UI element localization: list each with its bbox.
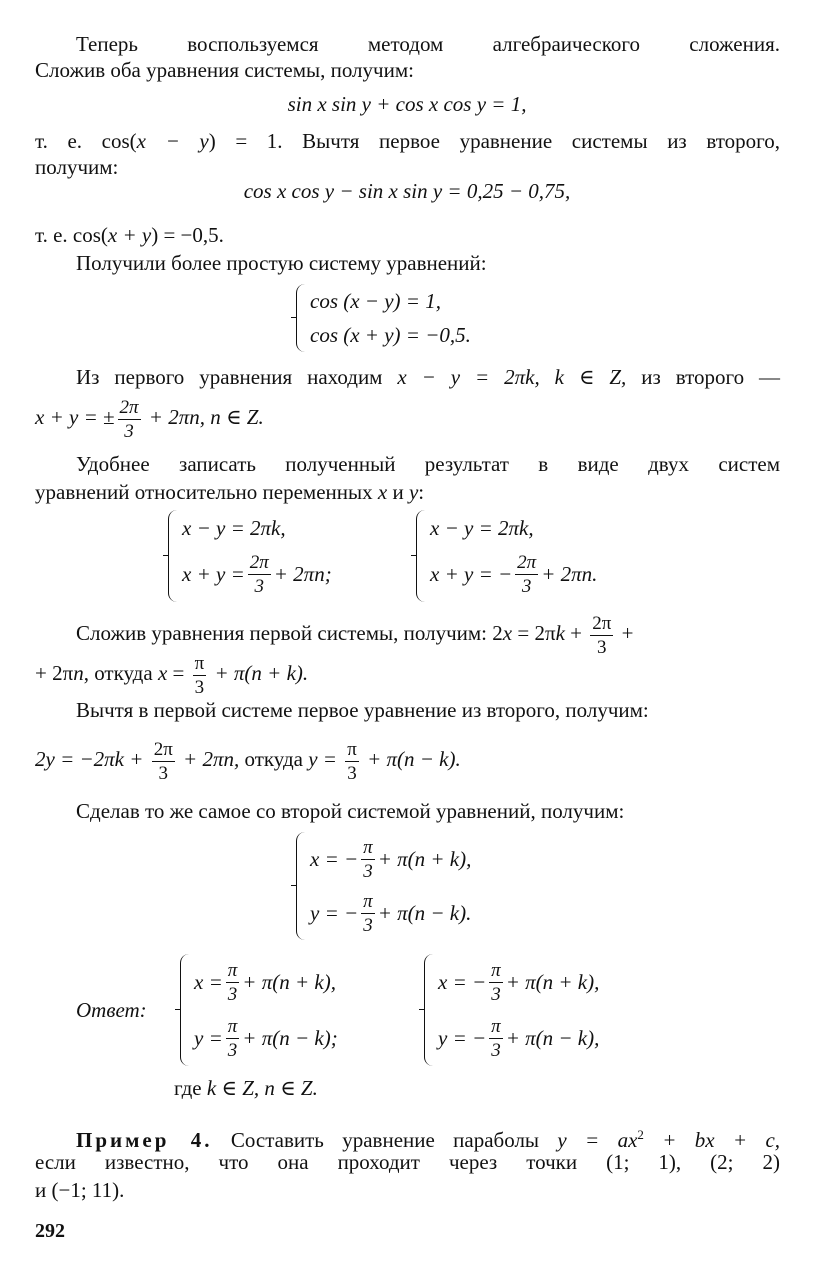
- left-brace: [180, 954, 190, 1066]
- left-brace: [168, 510, 178, 602]
- system-row: x = − $\frac{\pi}{3}$ + π(n + k),: [310, 836, 472, 882]
- equation-sum: sin x sin y + cos x cos y = 1,: [287, 92, 527, 116]
- left-brace: [416, 510, 426, 602]
- paragraph-line: если известно, что она проходит через точки (1; 1), (2; 2): [35, 1150, 780, 1174]
- system-row: y = − $\frac{\pi}{3}$ + π(n − k).: [310, 890, 472, 936]
- paragraph-line: Из первого уравнения находим x − y = 2πk, k ∈ Z, из второго —: [76, 365, 781, 389]
- paragraph-line: т. е. cos(x − y) = 1. Вычтя первое уравнение системы из второго,: [35, 129, 780, 153]
- example-label: Пример 4.: [76, 1128, 213, 1152]
- system-row: cos (x + y) = −0,5.: [310, 322, 471, 347]
- answer-system-first: [180, 954, 338, 1066]
- answer-label: Ответ:: [76, 998, 147, 1022]
- paragraph-line: Удобнее записать полученный результат в виде двух систем: [76, 452, 780, 476]
- page-number: 292: [35, 1220, 65, 1242]
- system-cos: [296, 284, 471, 352]
- system-result: [296, 832, 471, 940]
- equation-line: 2y = −2πk + $\frac{2\pi}{3}$ + 2πn, откуда y = $\frac{\pi}{3}$ + π(n − k).: [35, 738, 461, 784]
- equation-difference: cos x cos y − sin x sin y = 0,25 − 0,75,: [243, 179, 571, 203]
- left-brace: [296, 284, 306, 352]
- answer-system-second: [424, 954, 599, 1066]
- paragraph-line: Теперь воспользуемся методом алгебраического сложения.: [76, 32, 780, 56]
- paragraph-line: Сложив уравнения первой системы, получим: 2x = 2πk + $\frac{2\pi}{3}$ +: [76, 612, 634, 658]
- system-row: x − y = 2πk,: [430, 516, 534, 540]
- example-heading-line: Пример 4. Составить уравнение параболы $y = ax^2$ + bx + c,: [76, 1127, 781, 1152]
- paragraph-line: Получили более простую систему уравнений:: [76, 251, 487, 275]
- paragraph-line: получим:: [35, 155, 119, 179]
- paragraph-line: и (−1; 11).: [35, 1178, 125, 1202]
- system-row: y = $\frac{\pi}{3}$ + π(n − k);: [194, 1015, 338, 1061]
- answer-condition: где k ∈ Z, n ∈ Z.: [174, 1076, 318, 1100]
- system-first: [168, 510, 332, 602]
- left-brace: [424, 954, 434, 1066]
- system-row: x + y = $\frac{2\pi}{3}$ + 2πn;: [182, 552, 332, 597]
- paragraph-line: Сделав то же самое со второй системой уравнений, получим:: [76, 799, 625, 823]
- paragraph-line: + 2πn, откуда x = $\frac{\pi}{3}$ + π(n + k).: [35, 652, 309, 698]
- system-row: y = − $\frac{\pi}{3}$ + π(n − k),: [438, 1015, 600, 1061]
- system-row: x = − $\frac{\pi}{3}$ + π(n + k),: [438, 959, 600, 1005]
- system-row: x + y = − $\frac{2\pi}{3}$ + 2πn.: [430, 552, 598, 597]
- paragraph-line: т. е. cos(x + y) = −0,5.: [35, 223, 224, 247]
- system-row: x = $\frac{\pi}{3}$ + π(n + k),: [194, 959, 336, 1005]
- equation-line: x + y = ± $\frac{2\pi}{3}$ + 2πn, n ∈ Z.: [35, 396, 264, 442]
- system-row: cos (x − y) = 1,: [310, 288, 441, 313]
- system-row: x − y = 2πk,: [182, 516, 286, 540]
- left-brace: [296, 832, 306, 940]
- paragraph-line: Сложив оба уравнения системы, получим:: [35, 58, 414, 82]
- paragraph-line: Вычтя в первой системе первое уравнение из второго, получим:: [76, 698, 649, 722]
- paragraph-line: уравнений относительно переменных x и y:: [35, 480, 425, 504]
- system-second: [416, 510, 597, 602]
